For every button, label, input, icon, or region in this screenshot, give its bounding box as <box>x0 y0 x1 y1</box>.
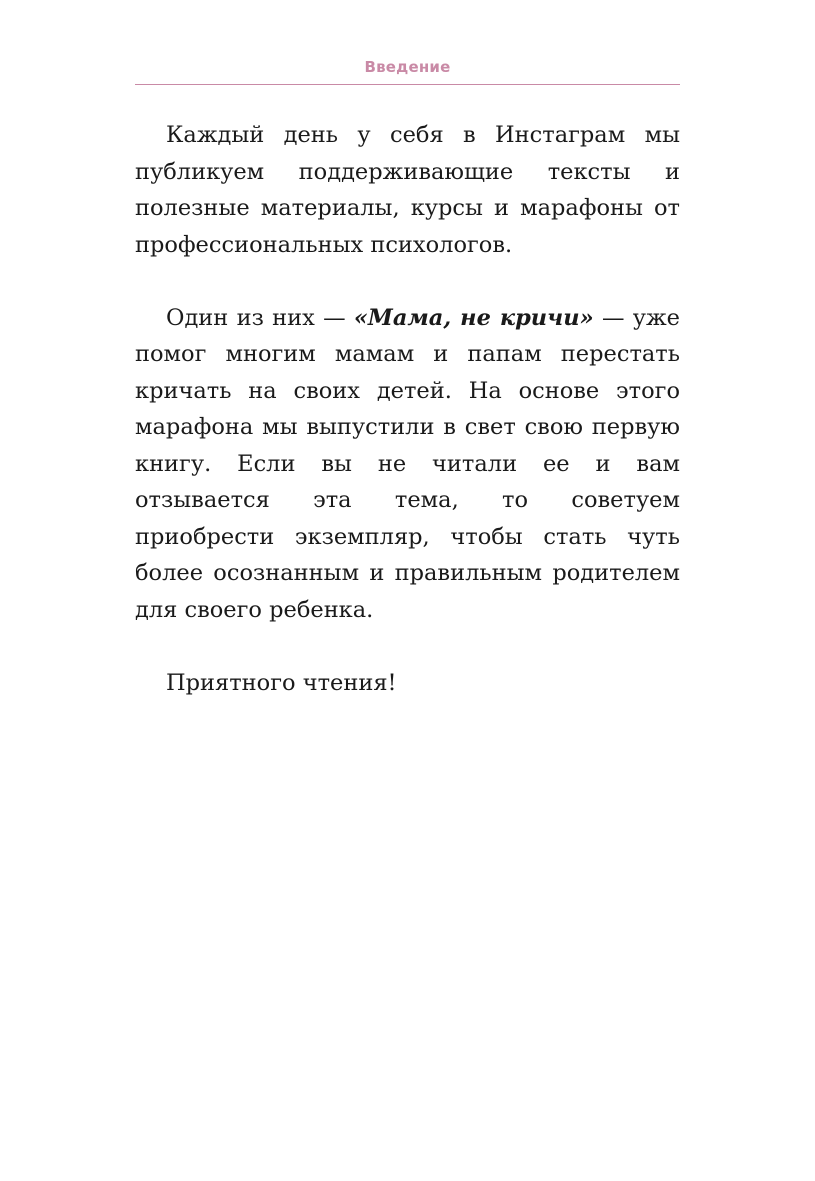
paragraph-instagram: Каждый день у себя в Инстаграм мы публикуем поддерживающие тексты и полезные материалы, курсы и марафоны от профессиональных психологов. <box>135 122 680 258</box>
paragraph-marathon <box>135 300 680 629</box>
marathon-title: «Мама, не кричи» <box>353 304 594 331</box>
paragraph-marathon-rest: — уже помог многим мамам и папам перестать кричать на своих детей. На основе этого марафона мы выпустили в свет свою первую книгу. Если вы не читали ее и вам отзывается эта тема, то советуем приобрести экземпляр, чтобы стать чуть более осознанным и правильным родителем для своего ребенка. <box>135 304 680 623</box>
header-divider <box>135 84 680 85</box>
paragraph-closing: Приятного чтения! <box>166 669 397 696</box>
paragraph-marathon-lead: Один из них — <box>166 304 354 331</box>
running-head-chapter-title: Введение <box>364 58 451 76</box>
page-body <box>135 117 680 701</box>
